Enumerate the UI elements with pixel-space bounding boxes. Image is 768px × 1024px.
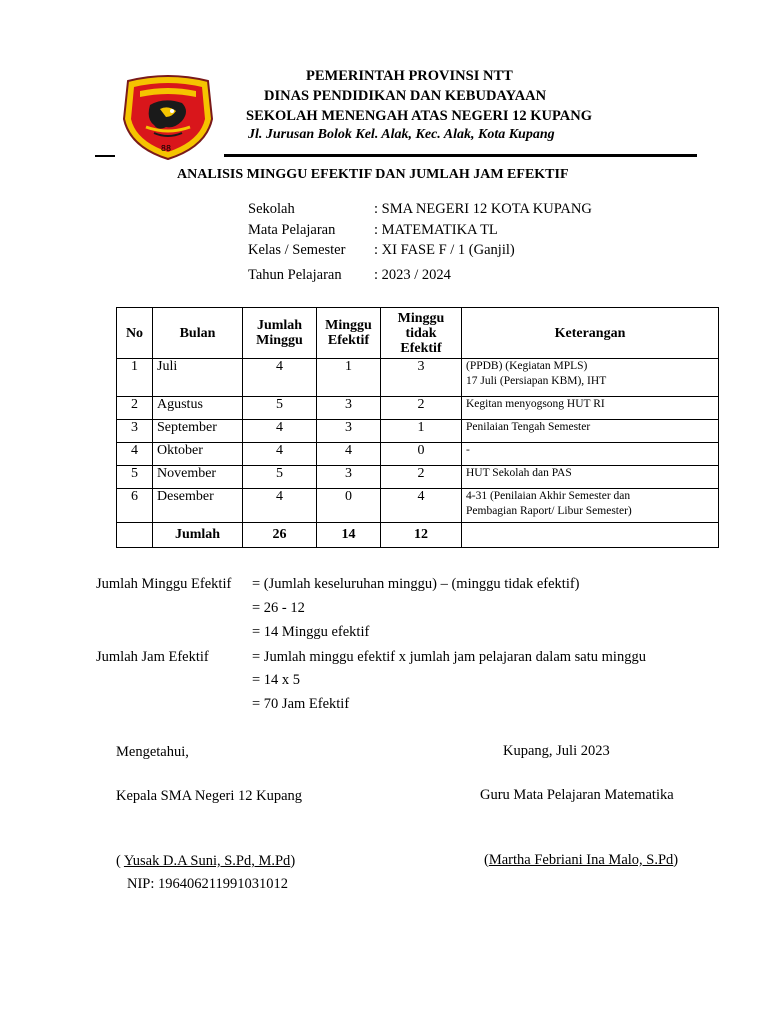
table-row [117,466,719,489]
calc-eq1a: = (Jumlah keseluruhan minggu) – (minggu tidak efektif) [252,576,580,592]
cell-no: 2 [117,397,153,420]
cell-no: 5 [117,466,153,489]
sig-right-name-line: (Martha Febriani Ina Malo, S.Pd) [484,852,679,868]
info-value-kelas: : XI FASE F / 1 (Ganjil) [374,242,515,258]
cell-jumlah: 5 [243,466,317,489]
table-total-row [117,523,719,548]
cell-efektif: 3 [317,420,381,443]
sig-left-role: Kepala SMA Negeri 12 Kupang [116,788,303,804]
calc-eq2b: = 14 x 5 [252,672,301,688]
cell-jumlah: 4 [243,443,317,466]
cell-total-jumlah: 26 [243,523,317,548]
document-title: ANALISIS MINGGU EFEKTIF DAN JUMLAH JAM EFEKTIF [177,167,569,182]
cell-bulan: September [153,420,243,443]
info-label-mapel: Mata Pelajaran [248,222,336,238]
cell-bulan: November [153,466,243,489]
cell-jumlah: 4 [243,359,317,397]
cell-bulan: Juli [153,359,243,397]
info-value-sekolah: : SMA NEGERI 12 KOTA KUPANG [374,201,592,217]
cell-no: 1 [117,359,153,397]
calc-eq2c: = 70 Jam Efektif [252,696,350,712]
cell-keterangan: HUT Sekolah dan PAS [462,466,719,489]
table-row [117,443,719,466]
header-minggu-tidak-efektif: Minggu tidak Efektif [381,308,462,359]
cell-tidak: 2 [381,466,462,489]
cell-total-keterangan [462,523,719,548]
letterhead-divider [224,154,697,157]
sig-left-nip: NIP: 196406211991031012 [127,876,288,892]
cell-jumlah: 4 [243,420,317,443]
cell-bulan: Oktober [153,443,243,466]
cell-no: 3 [117,420,153,443]
effective-weeks-table [116,307,719,548]
letterhead-divider-left [95,155,115,157]
cell-jumlah: 4 [243,489,317,523]
info-value-mapel: : MATEMATIKA TL [374,222,498,238]
table-row [117,420,719,443]
info-label-sekolah: Sekolah [248,201,295,217]
cell-keterangan: Penilaian Tengah Semester [462,420,719,443]
sig-left-intro: Mengetahui, [116,744,189,760]
header-keterangan: Keterangan [462,308,719,359]
cell-keterangan: Kegitan menyogsong HUT RI [462,397,719,420]
cell-tidak: 2 [381,397,462,420]
sig-right-role: Guru Mata Pelajaran Matematika [480,787,674,803]
cell-no: 6 [117,489,153,523]
cell-efektif: 0 [317,489,381,523]
cell-tidak: 3 [381,359,462,397]
table-row [117,397,719,420]
sig-right-name: Martha Febriani Ina Malo, S.Pd [488,852,674,868]
info-label-kelas: Kelas / Semester [248,242,346,258]
letterhead-address: Jl. Jurusan Bolok Kel. Alak, Kec. Alak, Kota Kupang [248,127,555,142]
table-row [117,359,719,397]
calc-label-jam: Jumlah Jam Efektif [96,649,209,665]
sig-right-place-date: Kupang, Juli 2023 [503,743,610,759]
cell-keterangan: - [462,443,719,466]
calc-label-minggu: Jumlah Minggu Efektif [96,576,232,592]
calc-eq2a: = Jumlah minggu efektif x jumlah jam pelajaran dalam satu minggu [252,649,646,665]
header-jumlah-minggu: Jumlah Minggu [243,308,317,359]
cell-total-tidak: 12 [381,523,462,548]
calc-eq1b: = 26 - 12 [252,600,305,616]
header-minggu-efektif: Minggu Efektif [317,308,381,359]
cell-tidak: 0 [381,443,462,466]
cell-no: 4 [117,443,153,466]
cell-bulan: Desember [153,489,243,523]
letterhead-line1: PEMERINTAH PROVINSI NTT [306,68,513,84]
calc-eq1c: = 14 Minggu efektif [252,624,370,640]
cell-total-blank [117,523,153,548]
cell-efektif: 1 [317,359,381,397]
letterhead-line2: DINAS PENDIDIKAN DAN KEBUDAYAAN [264,88,547,104]
info-label-tahun: Tahun Pelajaran [248,267,342,283]
table-header-row [117,308,719,359]
cell-tidak: 4 [381,489,462,523]
info-value-tahun: : 2023 / 2024 [374,267,451,283]
school-logo [120,75,216,161]
sig-left-name: Yusak D.A Suni, S.Pd, M.Pd [123,853,291,869]
table-row [117,489,719,523]
cell-bulan: Agustus [153,397,243,420]
letterhead-line3: SEKOLAH MENENGAH ATAS NEGERI 12 KUPANG [246,108,593,124]
cell-keterangan: 4-31 (Penilaian Akhir Semester dan Pembagian Raport/ Libur Semester) [462,489,719,523]
cell-efektif: 3 [317,466,381,489]
cell-efektif: 4 [317,443,381,466]
cell-efektif: 3 [317,397,381,420]
header-bulan: Bulan [153,308,243,359]
cell-total-label: Jumlah [153,523,243,548]
cell-jumlah: 5 [243,397,317,420]
sig-left-name-line: ( Yusak D.A Suni, S.Pd, M.Pd) [116,853,296,869]
cell-total-efektif: 14 [317,523,381,548]
header-no: No [117,308,153,359]
cell-keterangan: (PPDB) (Kegiatan MPLS) 17 Juli (Persiapan KBM), IHT [462,359,719,397]
svg-text:88: 88 [160,144,172,153]
cell-tidak: 1 [381,420,462,443]
